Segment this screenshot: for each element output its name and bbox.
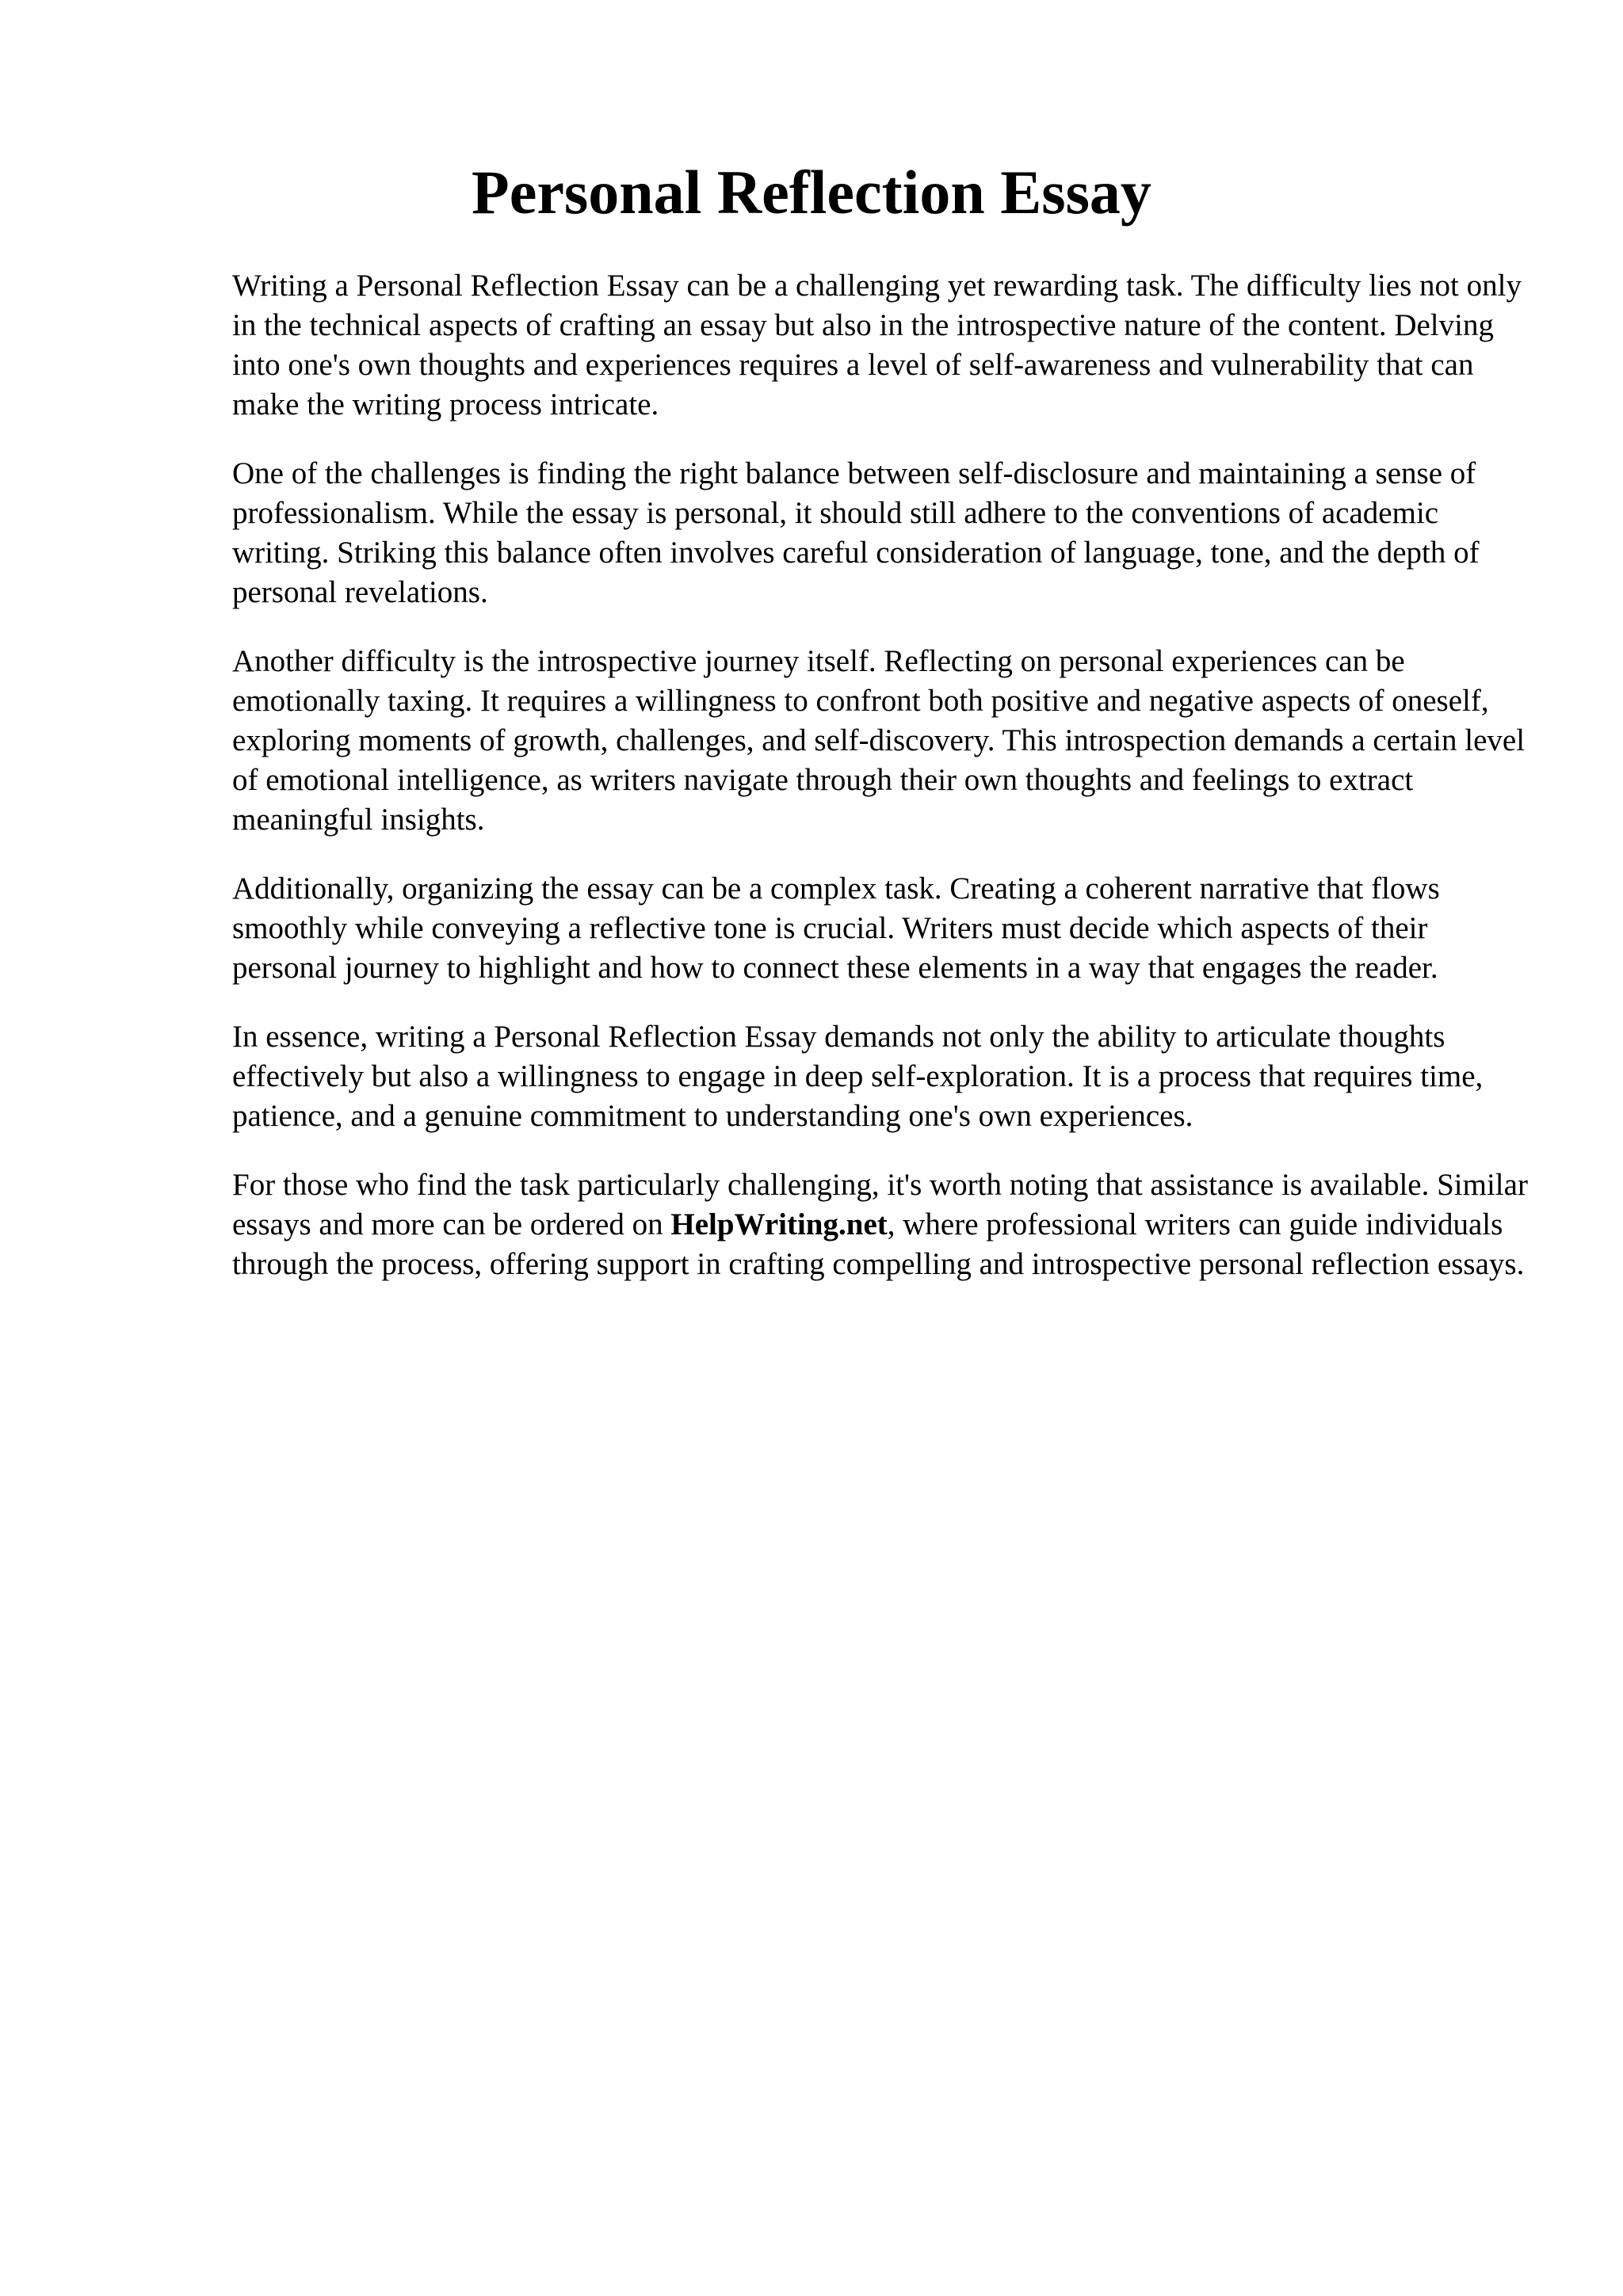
paragraph-5: In essence, writing a Personal Reflection Essay demands not only the ability to articulate thoughts effectively but also a willingness to engage in deep self-exploration. It is a process that requires time, patience, and a genuine commitment to understanding one's own experiences. [232,1020,1484,1133]
paragraph-3: Another difficulty is the introspective journey itself. Reflecting on personal experiences can be emotionally taxing. It requires a willingness to confront both positive and negative aspects of oneself, exploring moments of growth, challenges, and self-discovery. This introspection demands a certain level of emotional intelligence, as writers navigate through their own thoughts and feelings to extract meaningful insights. [232,644,1526,837]
helpwriting-link[interactable]: HelpWriting.net [670,1207,888,1241]
paragraph-6-text-before: For those who find the task particularly challenging, it's worth noting that assistance is available. Similar essays and more can be ordered on [232,1168,1528,1241]
paragraph-4: Additionally, organizing the essay can be a complex task. Creating a coherent narrative that flows smoothly while conveying a reflective tone is crucial. Writers must decide which aspects of their personal journey to highlight and how to connect these elements in a way that engages the reader. [232,871,1440,985]
essay-body [232,266,1532,1314]
paragraph-6-text-after: , where professional writers can guide individuals through the process, offering support in crafting compelling and introspective personal reflection essays. [232,1207,1525,1281]
page-title: Personal Reflection Essay [472,158,1151,227]
paragraph-2: One of the challenges is finding the right balance between self-disclosure and maintaining a sense of professionalism. While the essay is personal, it should still adhere to the conventions of academic writing. Striking this balance often involves careful consideration of language, tone, and the depth of personal revelations. [232,456,1480,609]
paragraph-1: Writing a Personal Reflection Essay can be a challenging yet rewarding task. The difficulty lies not only in the technical aspects of crafting an essay but also in the introspective nature of the content. Delving into one's own thoughts and experiences requires a level of self-awareness and vulnerability that can make the writing process intricate. [232,269,1522,421]
paragraph-6 [232,1165,1532,1284]
